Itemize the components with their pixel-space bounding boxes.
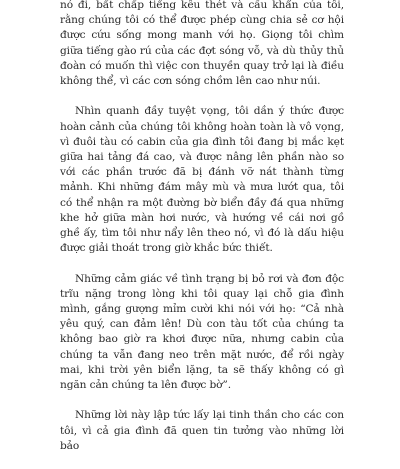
paragraph-4: Những lời này lập tức lấy lại tinh thần cho các con tôi, vì cả gia đình đã quen tin tưởng vào những lời bảo — [60, 409, 344, 452]
body-text — [60, 0, 344, 469]
paragraph-2: Nhìn quanh đầy tuyệt vọng, tôi dần ý thức được hoàn cảnh của chúng tôi không hoàn toàn là vô vọng, vì đuôi tàu có cabin của gia đình tôi đang bị mắc kẹt giữa hai tảng đá cao, và được nâng lên phần nào so với các phần trước đã bị đánh vỡ nát thành từng mảnh. Khi những đám mây mù và mưa lướt qua, tôi có thể nhận ra một đường bờ biển đầy đá qua những khe hở giữa màn hơi nước, và hướng về cái nơi gồ ghề ấy, tìm tôi như nẩy lên theo nó, vì đó là dấu hiệu được giải thoát trong giờ khắc bức thiết. — [60, 105, 344, 255]
paragraph-3: Những cảm giác về tình trạng bị bỏ rơi và đơn độc trĩu nặng trong lòng khi tôi quay lại chỗ gia đình mình, gắng gượng mỉm cười khi nói với họ: “Cả nhà yêu quý, can đảm lên! Dù con tàu tốt của chúng ta không bao giờ ra khơi được nữa, nhưng cabin của chúng ta vẫn đang neo trên mặt nước, để rồi ngày mai, khi trời yên biển lặng, ta sẽ thấy không có gì ngăn cản chúng ta lên được bờ”. — [60, 272, 344, 392]
paragraph-1: nó đi, bất chấp tiếng kêu thét và cầu khẩn của tôi, rằng chúng tôi có thể được phép cùng chia sẻ cơ hội được cứu sống mong manh với họ. Giọng tôi chìm giữa tiếng gào rú của các đợt sóng vỗ, và dù thủy thủ đoàn có muốn thì việc con thuyền quay trở lại là điều không thể, vì các cơn sóng chồm lên cao như núi. — [60, 0, 344, 88]
